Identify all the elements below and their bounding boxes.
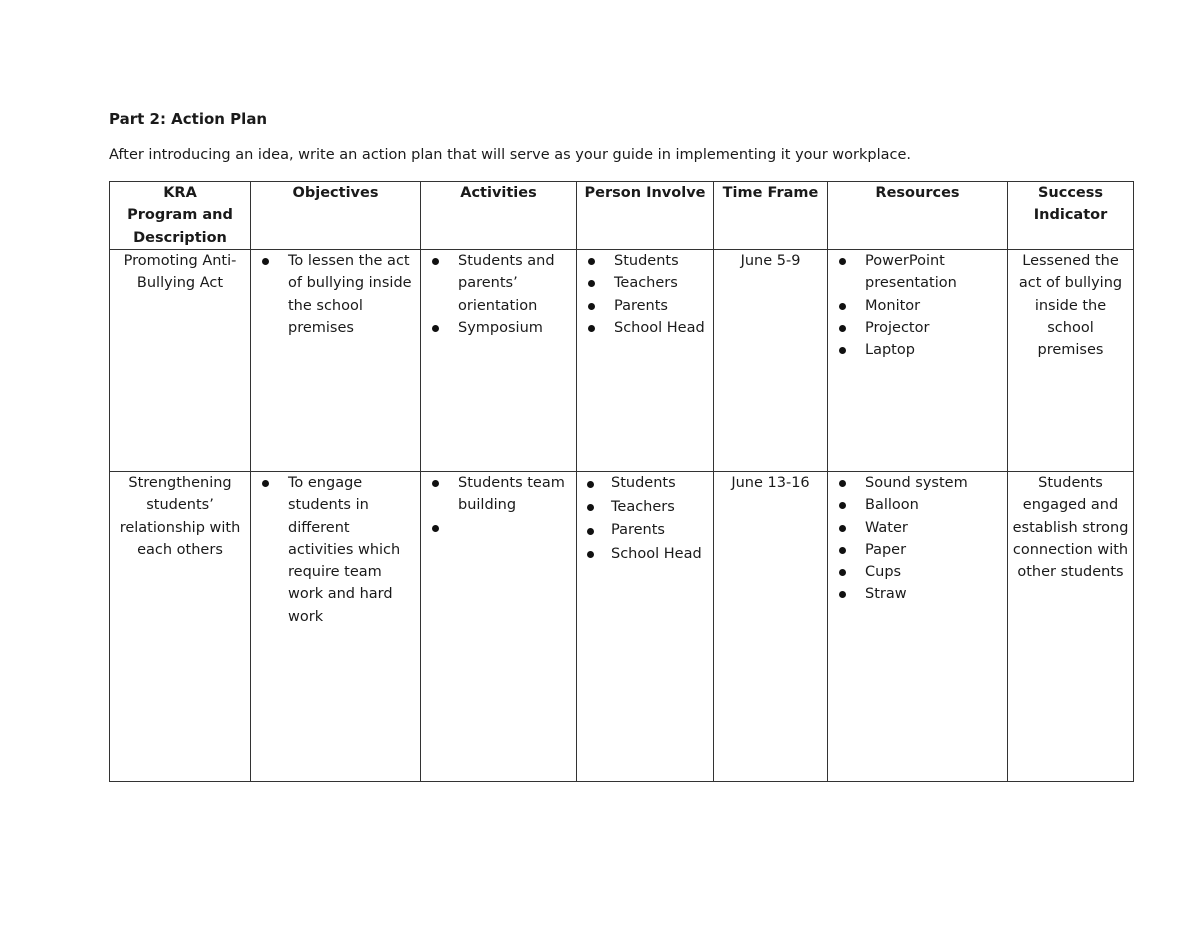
header-person-involve: Person Involve xyxy=(577,182,714,250)
success-indicator-cell: Lessened the act of bullying inside the school premises xyxy=(1008,250,1134,472)
list-item: Paper xyxy=(832,539,1003,561)
list-item: Parents xyxy=(581,295,709,317)
list-item xyxy=(425,517,572,539)
objectives-list xyxy=(255,472,416,628)
list-item: Students xyxy=(581,472,709,496)
person-cell xyxy=(577,250,714,472)
list-item: Straw xyxy=(832,583,1003,605)
header-objectives: Objectives xyxy=(251,182,421,250)
time-frame-cell: June 13-16 xyxy=(714,472,828,782)
list-item: Teachers xyxy=(581,272,709,294)
activities-list xyxy=(425,472,572,539)
list-item: PowerPoint presentation xyxy=(832,250,1003,295)
kra-cell: Strengthening students’ relationship with each others xyxy=(110,472,251,782)
list-item: Projector xyxy=(832,317,1003,339)
resources-list xyxy=(832,250,1003,361)
list-item: Balloon xyxy=(832,494,1003,516)
list-item: Cups xyxy=(832,561,1003,583)
list-item: School Head xyxy=(581,543,709,567)
activities-cell xyxy=(421,472,577,782)
list-item: Parents xyxy=(581,519,709,543)
list-item: Students xyxy=(581,250,709,272)
table-row xyxy=(110,250,1134,472)
success-indicator-cell: Students engaged and establish strong connection with other students xyxy=(1008,472,1134,782)
list-item: To engage students in different activities which require team work and hard work xyxy=(255,472,416,628)
activities-cell xyxy=(421,250,577,472)
activities-list xyxy=(425,250,572,339)
objectives-list xyxy=(255,250,416,339)
header-row xyxy=(110,182,1134,250)
list-item: Students and parents’ orientation xyxy=(425,250,572,317)
resources-cell xyxy=(828,472,1008,782)
list-item: Laptop xyxy=(832,339,1003,361)
action-plan-table xyxy=(109,181,1134,782)
objectives-cell xyxy=(251,472,421,782)
header-activities: Activities xyxy=(421,182,577,250)
person-cell xyxy=(577,472,714,782)
list-item: Water xyxy=(832,517,1003,539)
list-item: To lessen the act of bullying inside the school premises xyxy=(255,250,416,339)
objectives-cell xyxy=(251,250,421,472)
header-success-indicator: Success Indicator xyxy=(1008,182,1134,250)
list-item: School Head xyxy=(581,317,709,339)
list-item: Students team building xyxy=(425,472,572,517)
person-list xyxy=(581,250,709,339)
list-item: Teachers xyxy=(581,496,709,520)
header-resources: Resources xyxy=(828,182,1008,250)
header-time-frame: Time Frame xyxy=(714,182,828,250)
page-title: Part 2: Action Plan xyxy=(109,110,268,128)
person-list xyxy=(581,472,709,566)
list-item: Sound system xyxy=(832,472,1003,494)
time-frame-cell: June 5-9 xyxy=(714,250,828,472)
header-kra: KRA Program and Description xyxy=(110,182,251,250)
list-item: Symposium xyxy=(425,317,572,339)
intro-paragraph: After introducing an idea, write an action plan that will serve as your guide in implementing it your workplace. xyxy=(109,147,912,163)
table-row xyxy=(110,472,1134,782)
resources-list xyxy=(832,472,1003,606)
list-item: Monitor xyxy=(832,295,1003,317)
resources-cell xyxy=(828,250,1008,472)
kra-cell: Promoting Anti-Bullying Act xyxy=(110,250,251,472)
